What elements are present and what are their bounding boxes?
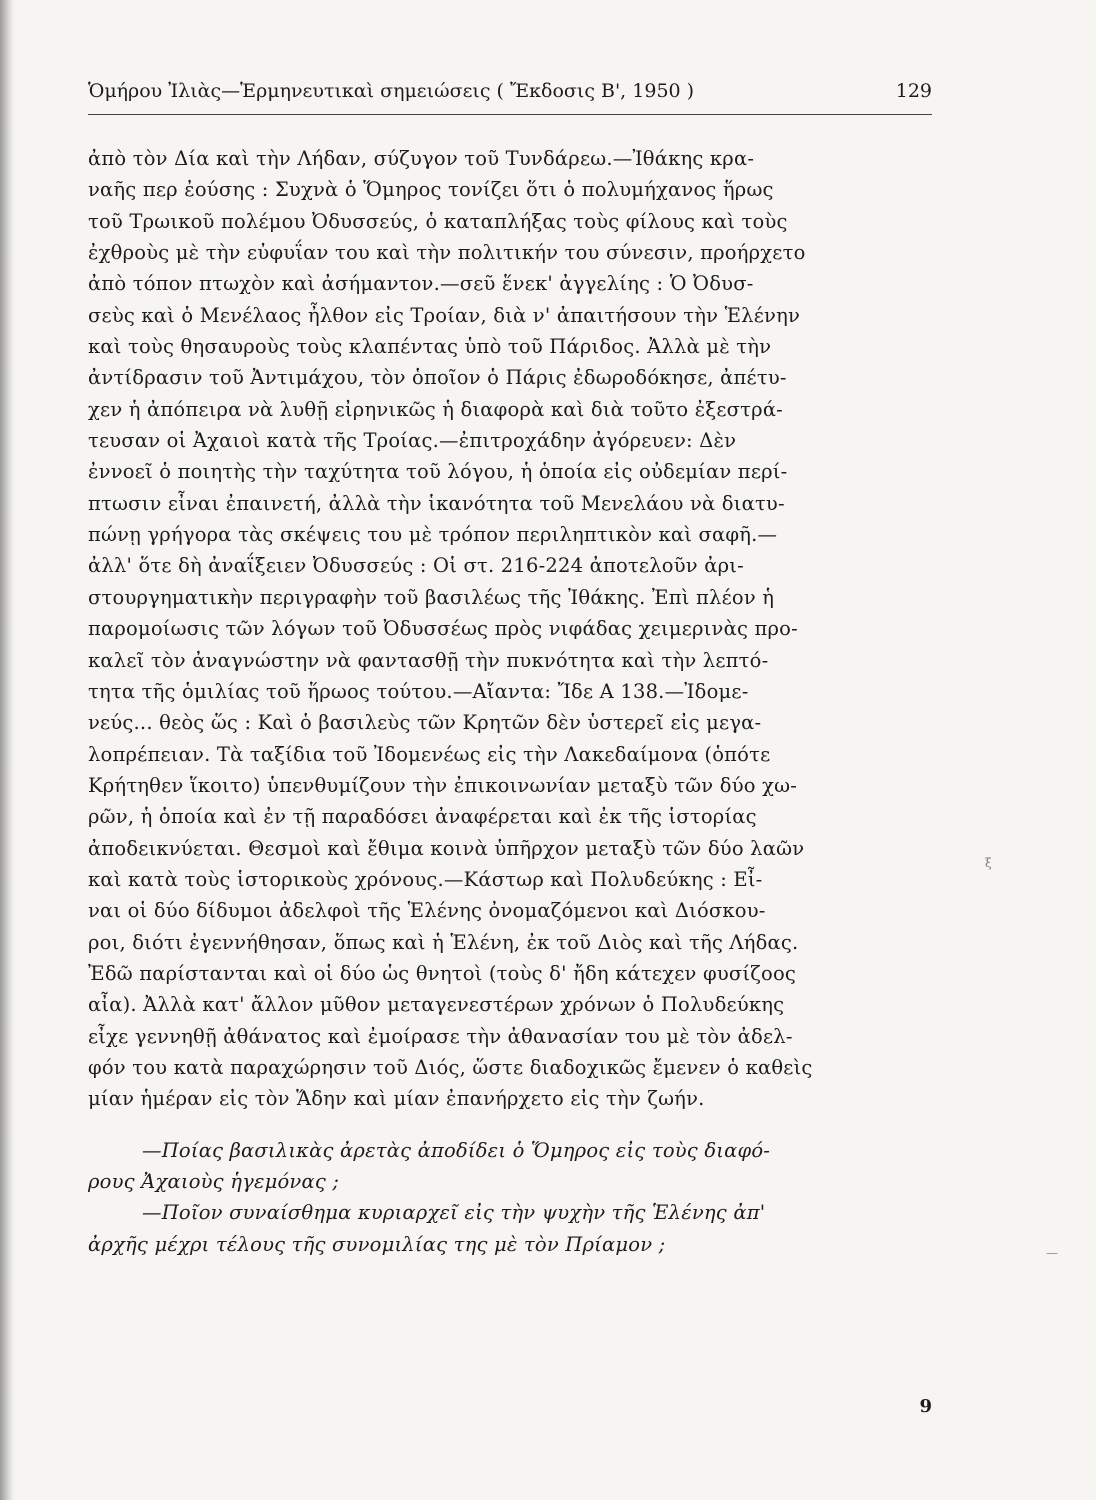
text-line: καὶ κατὰ τοὺς ἱστορικοὺς χρόνους.—Κάστωρ καὶ Πολυδεύκης : Εἶ- [88,867,763,891]
header-rule [88,114,932,115]
text-line: Ἐδῶ παρίστανται καὶ οἱ δύο ὡς θνητοὶ (τοὺς δ' ἤδη κάτεχεν φυσίζοος [88,961,797,985]
text-line: αἶα). Ἀλλὰ κατ' ἄλλον μῦθον μεταγενεστέρων χρόνων ὁ Πολυδεύκης [88,993,785,1017]
stray-mark: ξ [985,856,992,870]
text-line: ἀπὸ τόπον πτωχὸν καὶ ἀσήμαντον.—σεῦ ἕνεκ' ἀγγελίης : Ὁ Ὀδυσ- [88,272,754,296]
paragraph-gap [88,1115,932,1135]
text-line: στουργηματικὴν περιγραφὴν τοῦ βασιλέως τῆς Ἰθάκης. Ἐπὶ πλέον ἡ [88,585,775,609]
stray-mark: — [1046,1246,1058,1260]
text-line: πτωσιν εἶναι ἐπαινετή, ἀλλὰ τὴν ἱκανότητα τοῦ Μενελάου νὰ διατυ- [88,491,785,515]
signature-mark: 9 [919,1396,932,1417]
page-number: 129 [895,80,932,102]
question-line: ρους Ἀχαιοὺς ἡγεμόνας ; [88,1170,340,1193]
book-spine-shadow [0,0,14,1500]
text-line: πώνῃ γρήγορα τὰς σκέψεις του μὲ τρόπον περιληπτικὸν καὶ σαφῆ.— [88,523,778,547]
running-title: Ὁμήρου Ἰλιὰς—Ἑρμηνευτικαὶ σημειώσεις ( Ἔκδοσις Β', 1950 ) [88,80,695,102]
text-line: παρομοίωσις τῶν λόγων τοῦ Ὀδυσσέως πρὸς νιφάδας χειμερινὰς προ- [88,617,798,641]
text-line: νεύς... θεὸς ὥς : Καὶ ὁ βασιλεὺς τῶν Κρητῶν δὲν ὑστερεῖ εἰς μεγα- [88,711,762,735]
text-line: εἶχε γεννηθῇ ἀθάνατος καὶ ἐμοίρασε τὴν ἀθανασίαν του μὲ τὸν ἀδελ- [88,1024,793,1048]
text-line: καὶ τοὺς θησαυροὺς τοὺς κλαπέντας ὑπὸ τοῦ Πάριδος. Ἀλλὰ μὲ τὴν [88,335,772,359]
text-line: καλεῖ τὸν ἀναγνώστην νὰ φαντασθῇ τὴν πυκνότητα καὶ τὴν λεπτό- [88,648,769,672]
text-line: ἀποδεικνύεται. Θεσμοὶ καὶ ἔθιμα κοινὰ ὑπῆρχον μεταξὺ τῶν δύο λαῶν [88,836,805,860]
text-line: τευσαν οἱ Ἀχαιοὶ κατὰ τῆς Τροίας.—ἐπιτροχάδην ἀγόρευεν: Δὲν [88,429,737,453]
text-line: χεν ἡ ἀπόπειρα νὰ λυθῇ εἰρηνικῶς ἡ διαφορὰ καὶ διὰ τοῦτο ἐξεστρά- [88,397,783,421]
text-line: φόν του κατὰ παραχώρησιν τοῦ Διός, ὥστε διαδοχικῶς ἔμενεν ὁ καθεὶς [88,1055,813,1079]
question-line: ἀρχῆς μέχρι τέλους τῆς συνομιλίας της μὲ τὸν Πρίαμον ; [88,1232,666,1256]
text-line: ναῆς περ ἐούσης : Συχνὰ ὁ Ὅμηρος τονίζει ὅτι ὁ πολυμήχανος ἥρως [88,178,774,202]
text-line: ναι οἱ δύο δίδυμοι ἀδελφοὶ τῆς Ἑλένης ὀνομαζόμενοι καὶ Διόσκου- [88,899,766,923]
text-line: τοῦ Τρωικοῦ πολέμου Ὀδυσσεύς, ὁ καταπλήξας τοὺς φίλους καὶ τοὺς [88,209,788,233]
text-line: ἐννοεῖ ὁ ποιητὴς τὴν ταχύτητα τοῦ λόγου, ἡ ὁποία εἰς οὐδεμίαν περί- [88,460,788,484]
text-line: ρῶν, ἡ ὁποία καὶ ἐν τῇ παραδόσει ἀναφέρεται καὶ ἐκ τῆς ἱστορίας [88,805,757,829]
text-line: τητα τῆς ὁμιλίας τοῦ ἥρωος τούτου.—Αἴαντα: Ἴδε Α 138.—Ἰδομε- [88,679,749,703]
text-line: Κρήτηθεν ἵκοιτο) ὑπενθυμίζουν τὴν ἐπικοινωνίαν μεταξὺ τῶν δύο χω- [88,773,797,797]
question-line: —Ποίας βασιλικὰς ἀρετὰς ἀποδίδει ὁ Ὅμηρος εἰς τοὺς διαφό- [142,1138,771,1162]
page-header [88,78,932,118]
text-line: ἀπὸ τὸν Δία καὶ τὴν Λήδαν, σύζυγον τοῦ Τυνδάρεω.—Ἰθάκης κρα- [88,147,755,170]
text-line: ἀλλ' ὅτε δὴ ἀναΐξειεν Ὀδυσσεύς : Οἱ στ. 216-224 ἀποτελοῦν ἀρι- [88,554,744,578]
question-line: —Ποῖον συναίσθημα κυριαρχεῖ εἰς τὴν ψυχὴν τῆς Ἑλένης ἀπ' [142,1201,766,1225]
text-line: ἐχθροὺς μὲ τὴν εὐφυΐαν του καὶ τὴν πολιτικήν του σύνεσιν, προήρχετο [88,241,806,265]
text-line: ἀντίδρασιν τοῦ Ἀντιμάχου, τὸν ὁποῖον ὁ Πάρις ἐδωροδόκησε, ἀπέτυ- [88,366,787,390]
text-line: λοπρέπειαν. Τὰ ταξίδια τοῦ Ἰδομενέως εἰς τὴν Λακεδαίμονα (ὁπότε [88,742,771,766]
text-line: ροι, διότι ἐγεννήθησαν, ὅπως καὶ ἡ Ἑλένη, ἐκ τοῦ Διὸς καὶ τῆς Λήδας. [88,930,799,954]
text-line: σεὺς καὶ ὁ Μενέλαος ἦλθον εἰς Τροίαν, διὰ ν' ἀπαιτήσουν τὴν Ἑλένην [88,303,801,327]
page-body [88,143,932,1260]
text-line: μίαν ἡμέραν εἰς τὸν Ἅδην καὶ μίαν ἐπανήρχετο εἰς τὴν ζωήν. [88,1087,705,1111]
